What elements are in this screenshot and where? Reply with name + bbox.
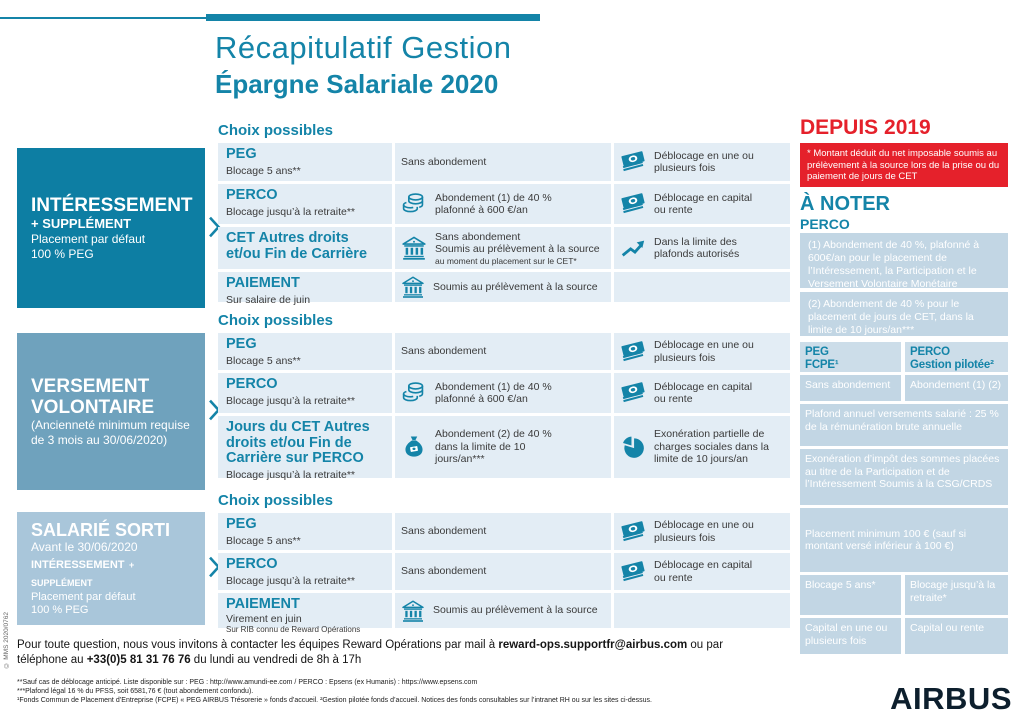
choice-subtitle: Blocage jusqu’à la retraite** [226,394,355,407]
table-cell: Sans abondement [800,375,901,401]
choice-title: PEG [226,516,257,532]
footnotes [17,678,777,705]
choice-subtitle: Sur salaire de juin [226,293,311,306]
header-rule-thick [206,14,540,21]
section-heading: Choix possibles [218,492,334,509]
banknotes-icon [620,149,646,175]
header-rule-thin [0,17,206,19]
matching-text: Soumis au prélèvement à la source [435,243,600,255]
section-interessement [218,122,790,305]
matching-text: Sans abondement [401,345,487,358]
matching-text: Sans abondement [401,565,487,578]
banknotes-icon [620,380,646,406]
banknotes-icon [620,519,646,545]
source-line: Placement par défaut [31,231,146,246]
choice-subtitle: Blocage 5 ans** [226,354,301,367]
table-row-minimum: Placement minimum 100 € (sauf si montant versé inférieur à 100 €) [800,508,1008,572]
unlock-text: Déblocage en une ou plusieurs fois [654,149,754,174]
source-line: 100 % PEG [31,246,94,261]
section-heading: Choix possibles [218,122,334,139]
source-line: 100 % PEG [31,604,89,616]
page-title-line2: Épargne Salariale 2020 [215,69,499,99]
contact-paragraph: Pour toute question, nous vous invitons à contacter les équipes Reward Opérations par mail à reward-ops.supportfr@airbus.com ou par téléphone au +33(0)5 81 31 76 76 du lundi au vendredi de 8h à 17h [17,639,724,666]
table-header-perco: PERCO Gestion pilotée² [905,342,1008,372]
source-box-versement [17,333,205,490]
bank-icon [401,235,427,261]
choice-subtitle: Blocage 5 ans** [226,164,301,177]
bank-icon [401,599,425,623]
table-cell: Blocage 5 ans* [800,575,901,615]
choice-row-paiement [218,272,790,306]
choice-row-peg [218,143,790,181]
choice-row-paiement [218,593,790,634]
footnote-2: ***Plafond légal 16 % du PFSS, soit 6581,76 € (tout abondement confondu). [17,688,254,695]
unlock-text: Déblocage en une ou plusieurs fois [654,339,754,364]
choice-title: PEG [226,336,257,352]
bank-icon [401,275,425,299]
source-title: SALARIÉ SORTI [31,520,171,540]
footnote-1: **Sauf cas de déblocage anticipé. Liste disponible sur : PEG : http://www.amundi-ee.com / PERCO : Epsens (ex Humanis) : https://www.epsens.com [17,679,478,686]
choice-row-peg [218,513,790,550]
section-salarie-sorti [218,492,790,634]
print-credit: © MMS 2020/0762 [3,612,10,669]
unlock-text: Déblocage en capital ou rente [654,191,753,216]
section-heading: Choix possibles [218,312,334,329]
page-title-line1: Récapitulatif Gestion [215,30,512,65]
table-row-exoneration: Exonération d’impôt des sommes placées au titre de la Participation et de l’Intéressement Soumis à la CSG/CRDS [800,449,1008,505]
choice-row-perco [218,373,790,413]
choice-title: PERCO [226,556,278,572]
choice-row-peg [218,333,790,370]
source-title: INTÉRESSEMENT [31,194,193,216]
moneybag-icon [401,434,427,460]
depuis-2019-heading: DEPUIS 2019 [800,116,931,139]
source-line: Placement par défaut [31,591,136,603]
choice-title: PAIEMENT [226,275,300,291]
choice-row-perco [218,553,790,590]
footnote-3: ¹Fonds Commun de Placement d’Entreprise (FCPE) « PEG AIRBUS Trésorerie » fonds d’accueil. ²Gestion pilotée fonds d’accueil. Notices des fonds consultables sur l’intranet RH ou sur les sites ci-dessus. [17,697,652,704]
choice-row-jours-cet [218,416,790,481]
matching-text: Sans abondement [401,525,487,538]
choice-title: PERCO [226,187,278,203]
airbus-logo: AIRBUS [890,681,1012,716]
note-abondement-2: (2) Abondement de 40 % pour le placement de jours de CET, dans la limite de 10 jours/an*** [800,292,1008,336]
unlock-text: Déblocage en capital ou rente [654,380,753,405]
source-box-interessement [17,148,205,308]
choice-subtitle: Blocage jusqu’à la retraite** [226,205,355,218]
choice-title: PEG [226,146,257,162]
choice-title: CET Autres droits et/ou Fin de Carrière [226,230,368,262]
source-subtitle: + SUPPLÉMENT [31,215,132,231]
source-line: Avant le 30/06/2020 [31,540,138,554]
source-line: INTÉRESSEMENT + SUPPLÉMENT [31,559,135,588]
choice-title: PAIEMENT [226,596,300,612]
banknotes-icon [620,339,646,365]
source-line: de 3 mois au 30/06/2020) [31,432,168,447]
matching-text: Abondement (1) de 40 % plafonné à 600 €/an [435,380,552,405]
coins-icon [401,380,427,406]
banknotes-icon [620,191,646,217]
unlock-text: Dans la limite des plafonds autorisés [654,235,740,260]
choice-row-perco [218,184,790,224]
choice-subnote: Sur RIB connu de Reward Opérations [226,624,361,634]
table-row-plafond: Plafond annuel versements salarié : 25 % de la rémunération brute annuelle [800,404,1008,446]
unlock-text: Déblocage en une ou plusieurs fois [654,519,754,544]
note-abondement-1: (1) Abondement de 40 %, plafonné à 600€/an pour le placement de l’Intéressement, la Participation et le Versement Volontaire Monétaire [800,233,1008,288]
choice-title: PERCO [226,376,278,392]
table-cell: Blocage jusqu’à la retraite* [905,575,1008,615]
choice-subtitle: Blocage jusqu’à la retraite** [226,468,355,481]
choice-title: Jours du CET Autres droits et/ou Fin de Carrière sur PERCO [226,419,370,466]
comparison-table [800,342,1008,657]
trend-arrow-icon [620,235,646,261]
table-cell: Capital en une ou plusieurs fois [800,618,901,654]
source-title: VERSEMENT VOLONTAIRE [31,375,155,418]
choice-subtitle: Blocage jusqu’à la retraite** [226,574,355,587]
table-cell: Abondement (1) (2) [905,375,1008,401]
choice-row-cet [218,227,790,269]
unlock-text: Exonération partielle de charges sociales dans la limite de 10 jours/an [654,428,769,466]
unlock-text: Déblocage en capital ou rente [654,559,753,584]
table-cell: Capital ou rente [905,618,1008,654]
section-versement-volontaire [218,312,790,481]
matching-text: Soumis au prélèvement à la source [433,280,598,293]
source-box-salarie-sorti [17,512,205,625]
contact-phone: +33(0)5 81 31 76 76 [86,653,191,666]
depuis-2019-note: * Montant déduit du net imposable soumis au prélèvement à la source lors de la prise ou du paiement de jours de CET [800,143,1008,187]
table-header-peg: PEG FCPE¹ [800,342,901,372]
choice-subtitle: Virement en juin [226,612,302,625]
choice-subtitle: Blocage 5 ans** [226,534,301,547]
pie-chart-icon [620,434,646,460]
contact-email[interactable]: reward-ops.supportfr@airbus.com [498,639,688,651]
matching-text: Sans abondement [401,155,487,168]
page-title [215,30,512,100]
matching-text: Sans abondement [435,230,521,243]
matching-text: Abondement (1) de 40 % plafonné à 600 €/an [435,191,552,216]
matching-text: Soumis au prélèvement à la source [433,604,598,617]
matching-note: au moment du placement sur le CET* [435,255,577,266]
source-line: (Ancienneté minimum requise [31,417,190,432]
banknotes-icon [620,559,646,585]
a-noter-heading: À NOTER [800,193,890,215]
matching-text: Abondement (2) de 40 % dans la limite de 10 jours/an*** [435,428,552,466]
coins-icon [401,191,427,217]
perco-subheading: PERCO [800,216,850,232]
